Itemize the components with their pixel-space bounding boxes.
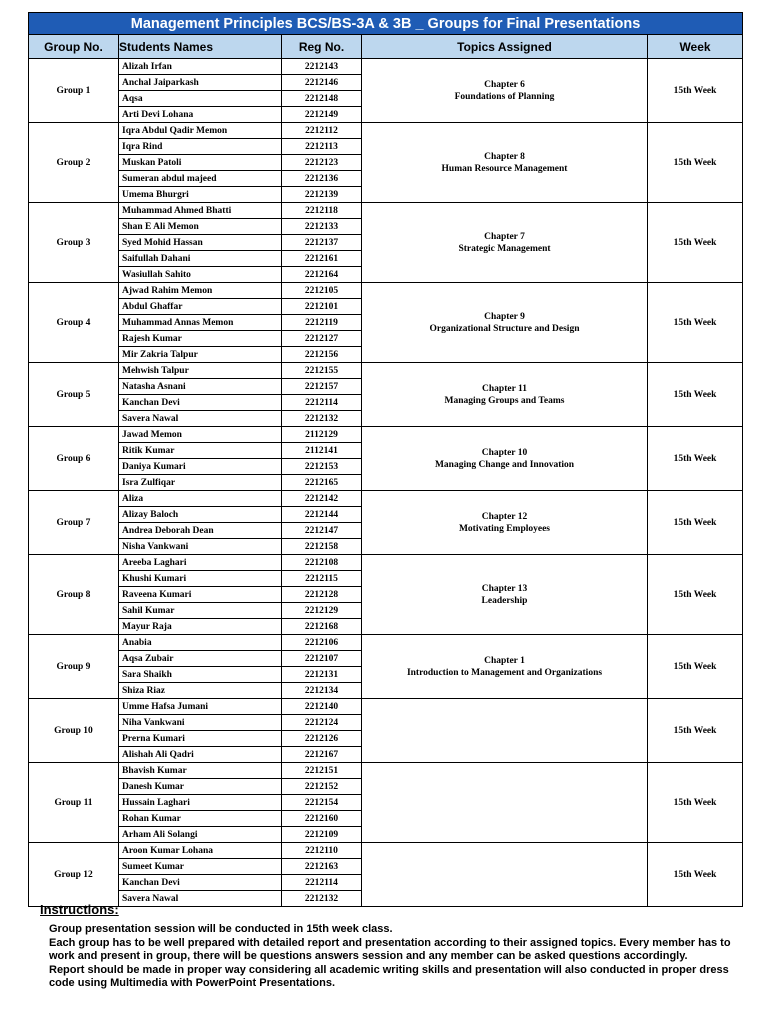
group-number-cell: Group 11: [29, 763, 119, 843]
reg-number-cell: 2212129: [282, 603, 362, 619]
reg-number-cell: 2212132: [282, 411, 362, 427]
student-name-cell: Aqsa: [119, 91, 282, 107]
header-reg-no: Reg No.: [282, 35, 362, 59]
groups-table: [28, 12, 743, 907]
topic-title: Organizational Structure and Design: [429, 323, 580, 334]
group-number-cell: Group 2: [29, 123, 119, 203]
table-row: [29, 123, 743, 139]
student-name-cell: Sahil Kumar: [119, 603, 282, 619]
group-number-cell: Group 8: [29, 555, 119, 635]
week-cell: 15th Week: [648, 59, 743, 123]
student-name-cell: Sumeet Kumar: [119, 859, 282, 875]
student-name-cell: Anabia: [119, 635, 282, 651]
student-name-cell: Alishah Ali Qadri: [119, 747, 282, 763]
table-row: [29, 363, 743, 379]
table-row: [29, 203, 743, 219]
reg-number-cell: 2212101: [282, 299, 362, 315]
student-name-cell: Muhammad Ahmed Bhatti: [119, 203, 282, 219]
reg-number-cell: 2212164: [282, 267, 362, 283]
group-number-cell: Group 6: [29, 427, 119, 491]
student-name-cell: Saifullah Dahani: [119, 251, 282, 267]
topic-title: Managing Change and Innovation: [434, 459, 575, 470]
table-row: [29, 427, 743, 443]
student-name-cell: Shan E Ali Memon: [119, 219, 282, 235]
topic-cell: [362, 763, 648, 843]
student-name-cell: Umema Bhurgri: [119, 187, 282, 203]
reg-number-cell: 2212113: [282, 139, 362, 155]
group-number-cell: Group 12: [29, 843, 119, 907]
header-topics-assigned: Topics Assigned: [362, 35, 648, 59]
topic-cell: [362, 123, 648, 203]
table-row: [29, 699, 743, 715]
table-row: [29, 843, 743, 859]
reg-number-cell: 2212146: [282, 75, 362, 91]
topic-cell: [362, 491, 648, 555]
student-name-cell: Hussain Laghari: [119, 795, 282, 811]
student-name-cell: Savera Nawal: [119, 891, 282, 907]
header-group-no: Group No.: [29, 35, 119, 59]
student-name-cell: Mehwish Talpur: [119, 363, 282, 379]
reg-number-cell: 2212123: [282, 155, 362, 171]
student-name-cell: Daniya Kumari: [119, 459, 282, 475]
header-week: Week: [648, 35, 743, 59]
chapter-label: Chapter 9: [484, 311, 525, 322]
reg-number-cell: 2212155: [282, 363, 362, 379]
reg-number-cell: 2212165: [282, 475, 362, 491]
reg-number-cell: 2212149: [282, 107, 362, 123]
student-name-cell: Ajwad Rahim Memon: [119, 283, 282, 299]
group-number-cell: Group 3: [29, 203, 119, 283]
week-cell: 15th Week: [648, 843, 743, 907]
reg-number-cell: 2212107: [282, 651, 362, 667]
student-name-cell: Muskan Patoli: [119, 155, 282, 171]
group-number-cell: Group 1: [29, 59, 119, 123]
topic-title: Strategic Management: [458, 243, 551, 254]
reg-number-cell: 2212147: [282, 523, 362, 539]
reg-number-cell: 2212143: [282, 59, 362, 75]
chapter-label: Chapter 8: [484, 151, 525, 162]
groups-table-body: [29, 59, 743, 907]
group-number-cell: Group 4: [29, 283, 119, 363]
week-cell: 15th Week: [648, 123, 743, 203]
student-name-cell: Aroon Kumar Lohana: [119, 843, 282, 859]
topic-title: Leadership: [481, 595, 528, 606]
week-cell: 15th Week: [648, 491, 743, 555]
student-name-cell: Kanchan Devi: [119, 395, 282, 411]
reg-number-cell: 2212109: [282, 827, 362, 843]
student-name-cell: Niha Vankwani: [119, 715, 282, 731]
instruction-item: Report should be made in proper way considering all academic writing skills and presentation will also conducted in proper dress code using Multimedia with PowerPoint Presentations.: [49, 964, 729, 989]
reg-number-cell: 2112129: [282, 427, 362, 443]
student-name-cell: Alizay Baloch: [119, 507, 282, 523]
topic-cell: [362, 283, 648, 363]
student-name-cell: Iqra Abdul Qadir Memon: [119, 123, 282, 139]
reg-number-cell: 2212106: [282, 635, 362, 651]
reg-number-cell: 2212158: [282, 539, 362, 555]
reg-number-cell: 2212119: [282, 315, 362, 331]
topic-cell: [362, 555, 648, 635]
topic-cell: [362, 59, 648, 123]
reg-number-cell: 2212127: [282, 331, 362, 347]
student-name-cell: Raveena Kumari: [119, 587, 282, 603]
student-name-cell: Wasiullah Sahito: [119, 267, 282, 283]
reg-number-cell: 2212139: [282, 187, 362, 203]
week-cell: 15th Week: [648, 203, 743, 283]
student-name-cell: Abdul Ghaffar: [119, 299, 282, 315]
reg-number-cell: 2212105: [282, 283, 362, 299]
chapter-label: Chapter 12: [481, 511, 528, 522]
week-cell: 15th Week: [648, 699, 743, 763]
week-cell: 15th Week: [648, 427, 743, 491]
student-name-cell: Mayur Raja: [119, 619, 282, 635]
topic-title: Motivating Employees: [458, 523, 551, 534]
student-name-cell: Isra Zulfiqar: [119, 475, 282, 491]
topic-cell: [362, 843, 648, 907]
student-name-cell: Rohan Kumar: [119, 811, 282, 827]
reg-number-cell: 2212133: [282, 219, 362, 235]
reg-number-cell: 2212167: [282, 747, 362, 763]
week-cell: 15th Week: [648, 283, 743, 363]
reg-number-cell: 2212161: [282, 251, 362, 267]
reg-number-cell: 2212156: [282, 347, 362, 363]
student-name-cell: Syed Mohid Hassan: [119, 235, 282, 251]
chapter-label: Chapter 10: [481, 447, 528, 458]
topic-cell: [362, 635, 648, 699]
reg-number-cell: 2212115: [282, 571, 362, 587]
topic-cell: [362, 203, 648, 283]
reg-number-cell: 2212136: [282, 171, 362, 187]
topic-title: Human Resource Management: [441, 163, 568, 174]
table-row: [29, 59, 743, 75]
student-name-cell: Aqsa Zubair: [119, 651, 282, 667]
table-row: [29, 635, 743, 651]
student-name-cell: Savera Nawal: [119, 411, 282, 427]
table-row: [29, 491, 743, 507]
student-name-cell: Kanchan Devi: [119, 875, 282, 891]
topic-title: Introduction to Management and Organizations: [406, 667, 603, 678]
week-cell: 15th Week: [648, 635, 743, 699]
student-name-cell: Sumeran abdul majeed: [119, 171, 282, 187]
topic-title: Managing Groups and Teams: [444, 395, 565, 406]
student-name-cell: Anchal Jaiparkash: [119, 75, 282, 91]
chapter-label: Chapter 13: [481, 583, 528, 594]
instructions-section: [40, 902, 740, 991]
reg-number-cell: 2212108: [282, 555, 362, 571]
reg-number-cell: 2112141: [282, 443, 362, 459]
chapter-label: Chapter 6: [484, 79, 525, 90]
chapter-label: Chapter 7: [484, 231, 525, 242]
student-name-cell: Areeba Laghari: [119, 555, 282, 571]
reg-number-cell: 2212112: [282, 123, 362, 139]
student-name-cell: Rajesh Kumar: [119, 331, 282, 347]
student-name-cell: Arham Ali Solangi: [119, 827, 282, 843]
reg-number-cell: 2212140: [282, 699, 362, 715]
group-number-cell: Group 10: [29, 699, 119, 763]
topic-cell: [362, 427, 648, 491]
reg-number-cell: 2212154: [282, 795, 362, 811]
header-students-names: Students Names: [119, 35, 282, 59]
reg-number-cell: 2212142: [282, 491, 362, 507]
student-name-cell: Mir Zakria Talpur: [119, 347, 282, 363]
table-row: [29, 763, 743, 779]
student-name-cell: Andrea Deborah Dean: [119, 523, 282, 539]
reg-number-cell: 2212151: [282, 763, 362, 779]
student-name-cell: Shiza Riaz: [119, 683, 282, 699]
reg-number-cell: 2212137: [282, 235, 362, 251]
student-name-cell: Iqra Rind: [119, 139, 282, 155]
reg-number-cell: 2212118: [282, 203, 362, 219]
reg-number-cell: 2212153: [282, 459, 362, 475]
reg-number-cell: 2212114: [282, 395, 362, 411]
reg-number-cell: 2212124: [282, 715, 362, 731]
student-name-cell: Natasha Asnani: [119, 379, 282, 395]
chapter-label: Chapter 11: [482, 383, 527, 394]
reg-number-cell: 2212163: [282, 859, 362, 875]
topic-cell: [362, 699, 648, 763]
reg-number-cell: 2212148: [282, 91, 362, 107]
reg-number-cell: 2212128: [282, 587, 362, 603]
reg-number-cell: 2212168: [282, 619, 362, 635]
reg-number-cell: 2212132: [282, 891, 362, 907]
reg-number-cell: 2212134: [282, 683, 362, 699]
student-name-cell: Danesh Kumar: [119, 779, 282, 795]
table-row: [29, 555, 743, 571]
chapter-label: Chapter 1: [484, 655, 525, 666]
group-number-cell: Group 5: [29, 363, 119, 427]
reg-number-cell: 2212160: [282, 811, 362, 827]
reg-number-cell: 2212110: [282, 843, 362, 859]
reg-number-cell: 2212157: [282, 379, 362, 395]
reg-number-cell: 2212144: [282, 507, 362, 523]
group-number-cell: Group 9: [29, 635, 119, 699]
instruction-item: Each group has to be well prepared with detailed report and presentation according to their assigned topics. Every member has to work and present in group, there will be questions answers session and any member can be asked questions accordingly.: [49, 937, 731, 962]
reg-number-cell: 2212126: [282, 731, 362, 747]
week-cell: 15th Week: [648, 363, 743, 427]
topic-cell: [362, 363, 648, 427]
student-name-cell: Khushi Kumari: [119, 571, 282, 587]
student-name-cell: Nisha Vankwani: [119, 539, 282, 555]
student-name-cell: Aliza: [119, 491, 282, 507]
student-name-cell: Umme Hafsa Jumani: [119, 699, 282, 715]
student-name-cell: Muhammad Annas Memon: [119, 315, 282, 331]
reg-number-cell: 2212131: [282, 667, 362, 683]
topic-title: Foundations of Planning: [454, 91, 555, 102]
student-name-cell: Arti Devi Lohana: [119, 107, 282, 123]
student-name-cell: Bhavish Kumar: [119, 763, 282, 779]
student-name-cell: Alizah Irfan: [119, 59, 282, 75]
week-cell: 15th Week: [648, 763, 743, 843]
student-name-cell: Prerna Kumari: [119, 731, 282, 747]
reg-number-cell: 2212114: [282, 875, 362, 891]
student-name-cell: Ritik Kumar: [119, 443, 282, 459]
instruction-item: Group presentation session will be conducted in 15th week class.: [49, 923, 393, 935]
student-name-cell: Sara Shaikh: [119, 667, 282, 683]
group-number-cell: Group 7: [29, 491, 119, 555]
table-row: [29, 283, 743, 299]
instructions-title: Instructions:: [40, 902, 119, 917]
student-name-cell: Jawad Memon: [119, 427, 282, 443]
sheet-title: Management Principles BCS/BS-3A & 3B _ Groups for Final Presentations: [29, 13, 743, 35]
reg-number-cell: 2212152: [282, 779, 362, 795]
week-cell: 15th Week: [648, 555, 743, 635]
